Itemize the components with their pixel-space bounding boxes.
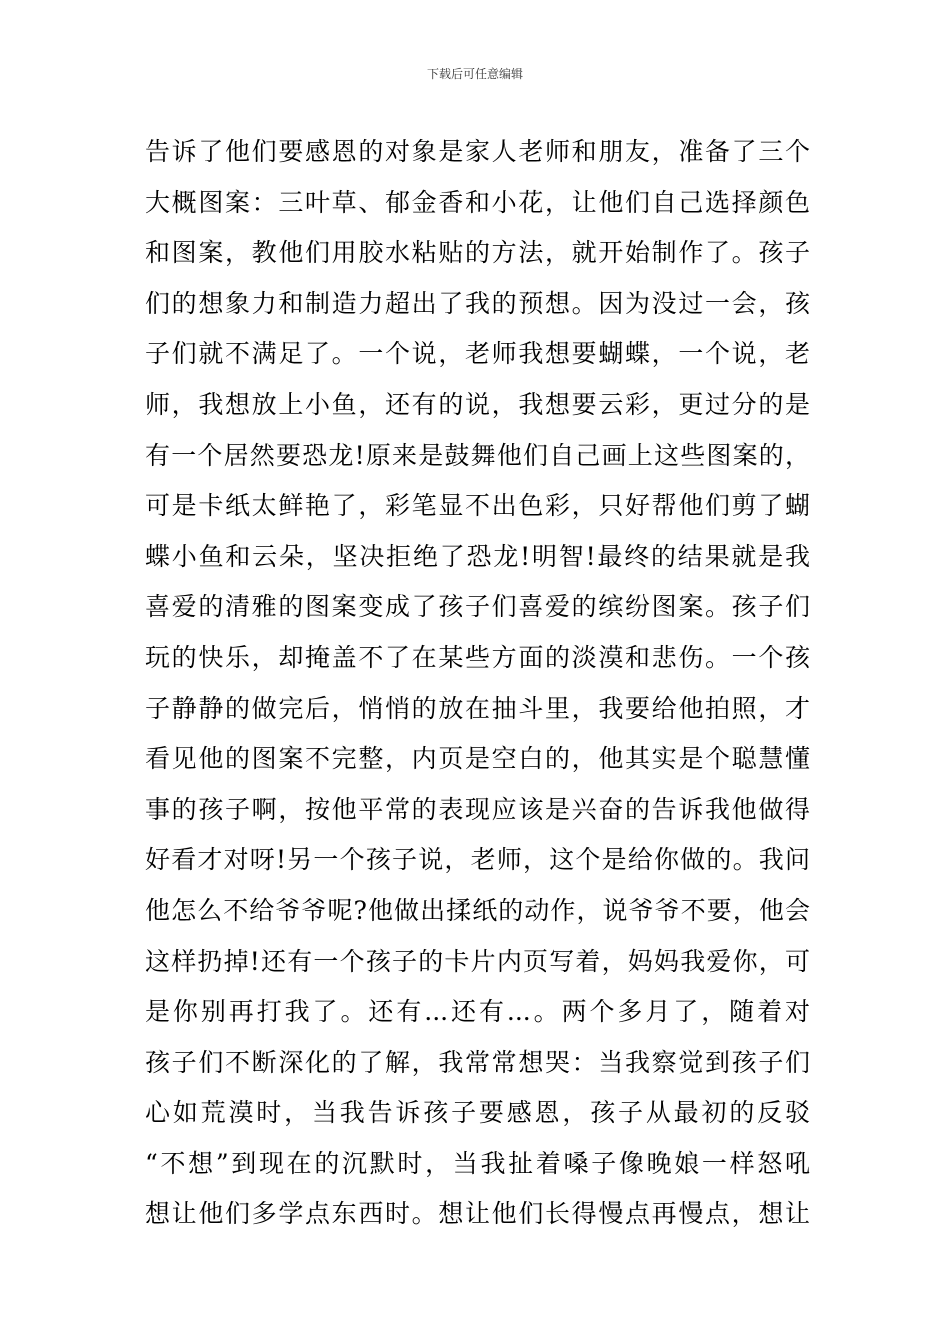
text-line: 子们就不满足了。一个说，老师我想要蝴蝶，一个说，老 <box>145 339 810 369</box>
text-line: 看见他的图案不完整，内页是空白的，他其实是个聪慧懂 <box>145 744 810 774</box>
text-line: 告诉了他们要感恩的对象是家人老师和朋友，准备了三个 <box>145 137 810 166</box>
text-line: 玩的快乐，却掩盖不了在某些方面的淡漠和悲伤。一个孩 <box>145 642 810 672</box>
text-line: 有一个居然要恐龙!原来是鼓舞他们自己画上这些图案的， <box>145 440 810 470</box>
text-line: 好看才对呀!另一个孩子说，老师，这个是给你做的。我问 <box>145 845 810 875</box>
text-line: 想让他们多学点东西时。想让他们长得慢点再慢点，想让 <box>145 1199 810 1229</box>
text-line: 孩子们不断深化的了解，我常常想哭：当我察觉到孩子们 <box>145 1047 810 1077</box>
text-line: 们的想象力和制造力超出了我的预想。因为没过一会，孩 <box>145 288 810 318</box>
text-line: 心如荒漠时，当我告诉孩子要感恩，孩子从最初的反驳 <box>145 1098 810 1128</box>
text-line: 大概图案：三叶草、郁金香和小花，让他们自己选择颜色 <box>145 187 810 217</box>
text-line: 子静静的做完后，悄悄的放在抽斗里，我要给他拍照，才 <box>145 693 810 723</box>
text-line: 喜爱的清雅的图案变成了孩子们喜爱的缤纷图案。孩子们 <box>145 592 810 622</box>
body-paragraph <box>145 127 810 1240</box>
text-line: 和图案，教他们用胶水粘贴的方法，就开始制作了。孩子 <box>145 238 810 268</box>
text-line: 蝶小鱼和云朵，坚决拒绝了恐龙!明智!最终的结果就是我 <box>145 541 810 571</box>
page-header: 下载后可任意编辑 <box>426 67 523 81</box>
text-line: 是你别再打我了。还有...还有...。两个多月了，随着对 <box>145 997 810 1027</box>
text-line: 他怎么不给爷爷呢?他做出揉纸的动作，说爷爷不要，他会 <box>145 895 810 925</box>
text-line: 事的孩子啊，按他平常的表现应该是兴奋的告诉我他做得 <box>145 794 810 824</box>
text-line: 可是卡纸太鲜艳了，彩笔显不出色彩，只好帮他们剪了蝴 <box>145 491 810 521</box>
text-line: 这样扔掉!还有一个孩子的卡片内页写着，妈妈我爱你，可 <box>145 946 810 976</box>
text-line: “不想”到现在的沉默时，当我扯着嗓子像晚娘一样怒吼 <box>145 1148 810 1178</box>
text-line: 师，我想放上小鱼，还有的说，我想要云彩，更过分的是 <box>145 389 810 419</box>
